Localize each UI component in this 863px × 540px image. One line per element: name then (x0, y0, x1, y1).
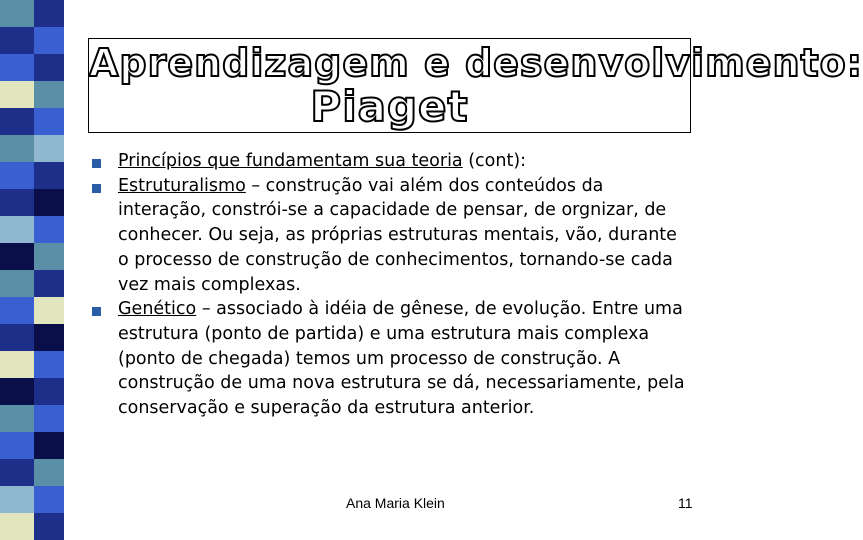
square-bullet-icon (92, 184, 101, 193)
page-number: 11 (678, 495, 693, 511)
footer-author: Ana Maria Klein (346, 495, 445, 511)
square-bullet-icon (92, 307, 101, 316)
stripe-block (34, 432, 64, 459)
stripe-block (34, 108, 64, 135)
stripe-block (0, 270, 34, 297)
stripe-block (0, 459, 34, 486)
stripe-block (0, 81, 34, 108)
stripe-block (0, 27, 34, 54)
stripe-block (34, 216, 64, 243)
square-bullet-icon (92, 159, 101, 168)
stripe-block (0, 162, 34, 189)
stripe-block (34, 297, 64, 324)
stripe-block (34, 324, 64, 351)
bullet-text: – associado à idéia de gênese, de evolução. Entre uma estrutura (ponto de partida) e uma estrutura mais complexa (ponto de chegada) temos um processo de construção. A construção de uma nova estrutura se dá, necessariamente, pela conservação e superação da estrutura anterior. (118, 299, 685, 419)
bullet-item (92, 174, 692, 298)
stripe-block (34, 486, 64, 513)
slide-title-line-2: Piaget (310, 82, 469, 131)
title-box (88, 38, 863, 133)
stripe-block (0, 54, 34, 81)
stripe-block (0, 0, 34, 27)
stripe-block (0, 324, 34, 351)
bullet-term: Genético (118, 299, 197, 320)
stripe-block (34, 135, 64, 162)
bullet-text: (cont): (462, 151, 527, 171)
stripe-block (0, 216, 34, 243)
stripe-block (34, 378, 64, 405)
slide-title-line-1: Aprendizagem e desenvolvimento: (89, 41, 863, 85)
stripe-block (0, 135, 34, 162)
stripe-block (0, 513, 34, 540)
stripe-block (0, 432, 34, 459)
stripe-block (34, 0, 64, 27)
stripe-block (0, 297, 34, 324)
stripe-block (34, 81, 64, 108)
bullet-item (92, 149, 692, 174)
stripe-block (0, 243, 34, 270)
stripe-block (34, 162, 64, 189)
stripe-block (34, 189, 64, 216)
stripe-block (34, 459, 64, 486)
stripe-block (34, 351, 64, 378)
bullet-text: – construção vai além dos conteúdos da interação, constrói-se a capacidade de pensar, de orgnizar, de conhecer. Ou seja, as próprias estruturas mentais, vão, durante o processo de construção de conhecimentos, tornando-se cada vez mais complexas. (118, 175, 677, 295)
stripe-block (0, 351, 34, 378)
decorative-stripe (0, 0, 64, 540)
stripe-block (0, 486, 34, 513)
bullet-term: Estruturalismo (118, 175, 246, 196)
stripe-block (34, 270, 64, 297)
stripe-block (34, 243, 64, 270)
bullet-list (92, 149, 692, 421)
stripe-block (34, 513, 64, 540)
bullet-item (92, 297, 692, 421)
stripe-block (34, 405, 64, 432)
stripe-block (34, 27, 64, 54)
stripe-block (0, 378, 34, 405)
stripe-block (0, 189, 34, 216)
stripe-block (0, 108, 34, 135)
stripe-block (34, 54, 64, 81)
stripe-block (0, 405, 34, 432)
bullet-term: Princípios que fundamentam sua teoria (118, 151, 463, 171)
